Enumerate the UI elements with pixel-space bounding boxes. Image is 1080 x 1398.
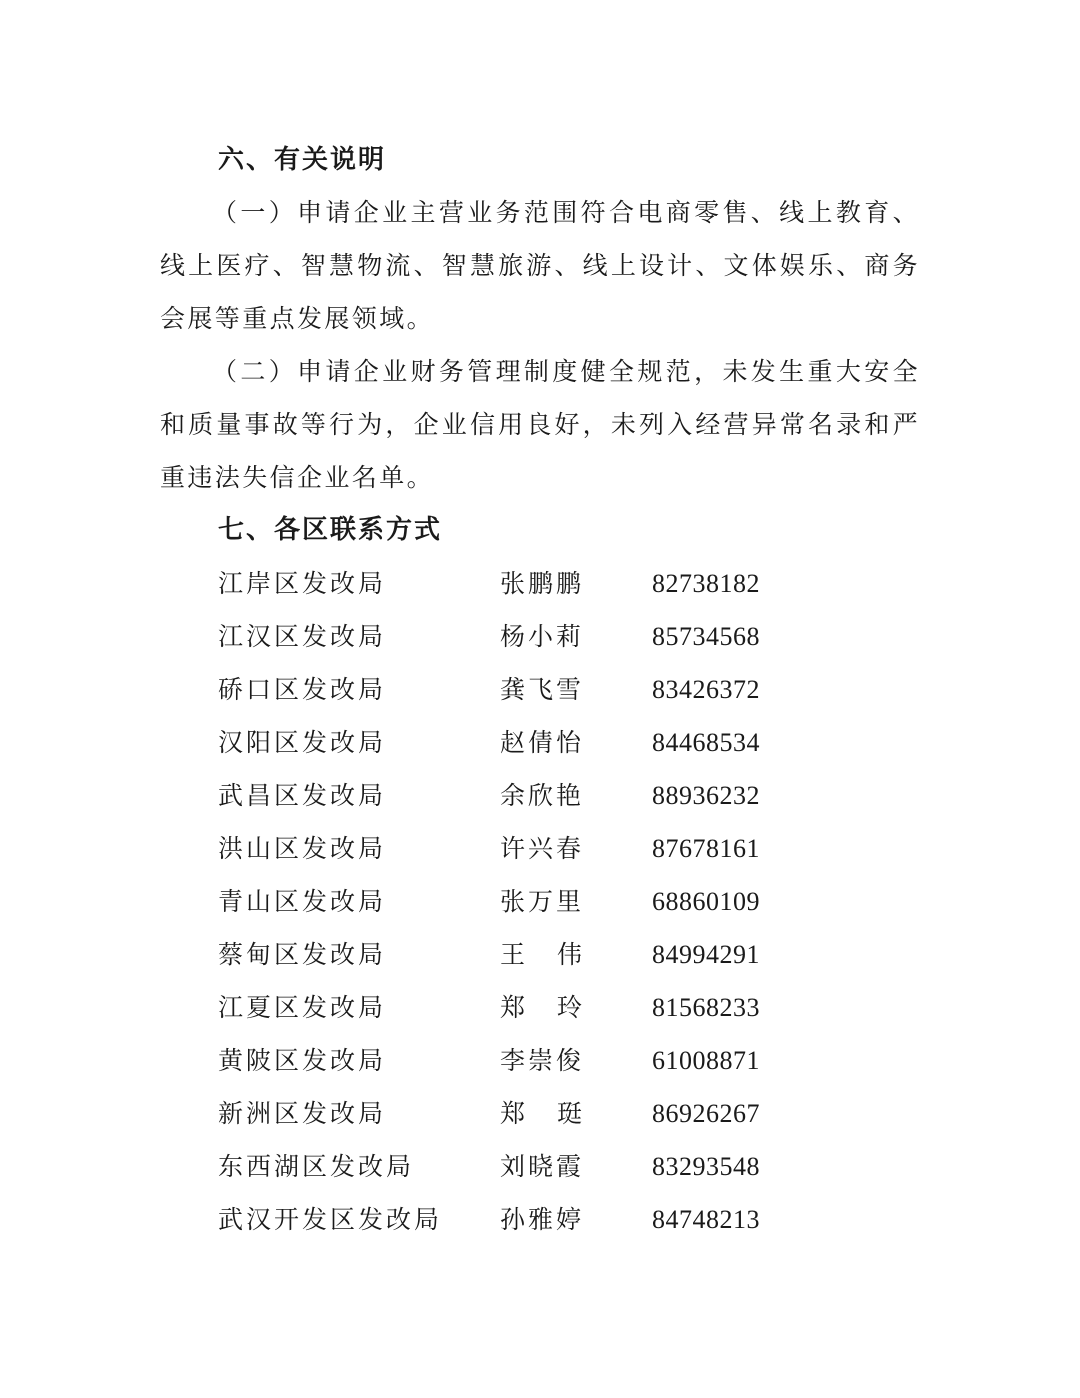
contact-phone: 81568233 [652,993,760,1022]
contact-office: 新洲区发改局 [218,1099,387,1128]
contact-phone: 86926267 [652,1099,760,1128]
section-6-paragraph-2: （二）申请企业财务管理制度健全规范，未发生重大安全和质量事故等行为，企业信用良好，未列入经营异常名录和严重违法失信企业名单。 [160,357,920,492]
contact-phone: 84748213 [652,1205,760,1234]
contact-row [218,822,838,875]
contact-person: 李崇俊 [500,1046,585,1075]
contact-person: 张鹏鹏 [500,569,585,598]
contact-person: 郑 珽 [500,1099,582,1128]
contact-office: 江汉区发改局 [218,622,387,651]
contact-office: 武汉开发区发改局 [218,1205,443,1234]
contact-office: 黄陂区发改局 [218,1046,387,1075]
contact-phone: 87678161 [652,834,760,863]
contact-office: 汉阳区发改局 [218,728,387,757]
section-6-paragraph-1: （一）申请企业主营业务范围符合电商零售、线上教育、线上医疗、智慧物流、智慧旅游、线上设计、文体娱乐、商务会展等重点发展领域。 [160,198,920,333]
contact-row [218,875,838,928]
contact-phone: 84468534 [652,728,760,757]
contact-phone: 82738182 [652,569,760,598]
contact-person: 郑 玲 [500,993,582,1022]
contact-row [218,557,838,610]
contact-person: 刘晓霞 [500,1152,585,1181]
contact-list [218,557,838,1246]
contact-office: 江岸区发改局 [218,569,387,598]
contact-office: 武昌区发改局 [218,781,387,810]
section-7-heading: 七、各区联系方式 [218,515,443,545]
contact-row [218,1193,838,1246]
contact-office: 东西湖区发改局 [218,1152,415,1181]
contact-row [218,610,838,663]
contact-person: 龚飞雪 [500,675,585,704]
contact-person: 张万里 [500,887,585,916]
section-6-heading: 六、有关说明 [218,145,387,175]
contact-row [218,928,838,981]
contact-person: 余欣艳 [500,781,585,810]
contact-phone: 84994291 [652,940,760,969]
contact-row [218,981,838,1034]
contact-row [218,769,838,822]
contact-office: 江夏区发改局 [218,993,387,1022]
contact-person: 王 伟 [500,940,582,969]
contact-person: 孙雅婷 [500,1205,585,1234]
contact-phone: 83293548 [652,1152,760,1181]
contact-office: 蔡甸区发改局 [218,940,387,969]
contact-row [218,716,838,769]
contact-person: 许兴春 [500,834,585,863]
contact-office: 硚口区发改局 [218,675,387,704]
contact-office: 青山区发改局 [218,887,387,916]
contact-phone: 61008871 [652,1046,760,1075]
contact-row [218,1140,838,1193]
contact-row [218,663,838,716]
contact-person: 赵倩怡 [500,728,585,757]
contact-phone: 88936232 [652,781,760,810]
contact-office: 洪山区发改局 [218,834,387,863]
contact-person: 杨小莉 [500,622,585,651]
contact-phone: 68860109 [652,887,760,916]
contact-row [218,1087,838,1140]
contact-row [218,1034,838,1087]
contact-phone: 83426372 [652,675,760,704]
contact-phone: 85734568 [652,622,760,651]
